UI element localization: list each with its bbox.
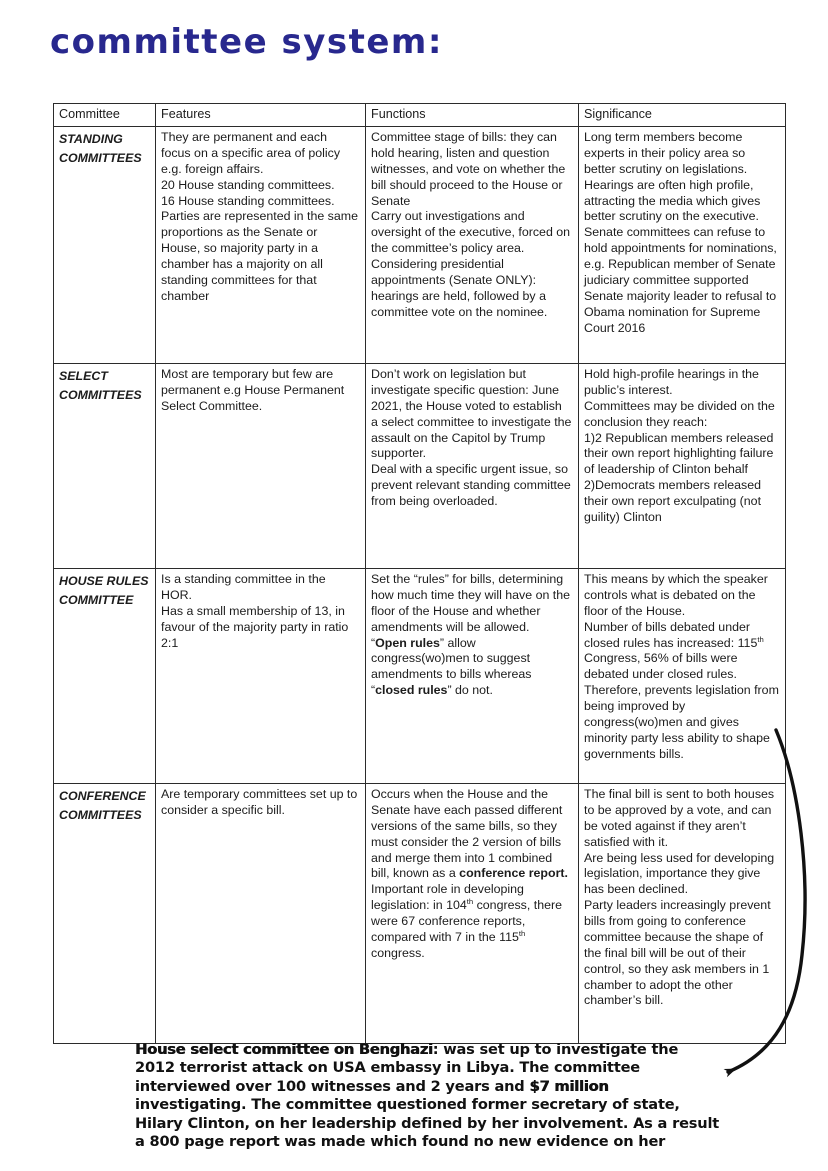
significance-cell: [579, 569, 786, 784]
paragraph: 20 House standing committees.: [161, 177, 335, 192]
table-row-standing-committees: [54, 127, 786, 364]
paragraph: They are permanent and each focus on a specific area of policy e.g. foreign affairs.: [161, 130, 341, 176]
committee-name: SELECT COMMITTEES: [54, 364, 156, 569]
paragraph: The final bill is sent to both houses to be approved by a vote, and can be voted against if they aren’t satisfied with it.: [584, 787, 775, 849]
paragraph: 16 House standing committees.: [161, 193, 335, 208]
paragraph: Party leaders increasingly prevent bills from going to conference committee because the shape of the final bill will be out of their control, so they ask members in 1 chamber to adopt the other chamber’s bill.: [584, 898, 771, 1008]
table-header-row: [54, 104, 786, 127]
paragraph: Important role in developing legislation: in 104th congress, there were 67 conference reports, compared with 7 in the 115th congress.: [371, 882, 563, 960]
column-header-features: Features: [156, 104, 366, 127]
paragraph: Parties are represented in the same proportions as the Senate or House, so majority party in a chamber has a majority on all standing committees for that chamber: [161, 209, 358, 303]
features-cell: [156, 784, 366, 1044]
committee-table: [53, 103, 786, 1044]
features-cell: [156, 364, 366, 569]
paragraph: Hearings are often high profile, attracting the media which gives better scrutiny on the executive.: [584, 177, 761, 224]
committee-name: CONFERENCE COMMITTEES: [54, 784, 156, 1044]
page-title: committee system:: [50, 22, 443, 62]
paragraph: Set the “rules” for bills, determining how much time they will have on the floor of the House and whether amendments will be allowed.: [371, 572, 571, 634]
column-header-significance: Significance: [579, 104, 786, 127]
table-row-house-rules-committee: [54, 569, 786, 784]
paragraph: Has a small membership of 13, in favour of the majority party in ratio 2:1: [161, 603, 349, 650]
column-header-committee: Committee: [54, 104, 156, 127]
paragraph: House select committee on Benghazi: was set up to investigate the 2012 terrorist attack on USA embassy in Libya. The committee interviewed over 100 witnesses and 2 years and $7 million investigating. The committee questioned former secretary of state, Hilary Clinton, on her leadership defined by her involvement. As a result a 800 page report was made which found no new evidence on her: [135, 1041, 720, 1150]
paragraph: Deal with a specific urgent issue, so prevent relevant standing committee from being overloaded.: [371, 462, 571, 508]
features-cell: [156, 127, 366, 364]
paragraph: Don’t work on legislation but investigate specific question: June 2021, the House voted to establish a select committee to investigate the assault on the Capitol by Trump supporter.: [371, 367, 572, 461]
paragraph: Number of bills debated under closed rules has increased: 115th Congress, 56% of bills were debated under closed rules.: [584, 619, 764, 682]
features-cell: [156, 569, 366, 784]
paragraph: Most are temporary but few are permanent e.g House Permanent Select Committee.: [161, 367, 345, 413]
paragraph: Senate committees can refuse to hold appointments for nominations, e.g. Republican member of Senate judiciary committee supported Senate majority leader to refusal to Obama nomination for Supreme Court 2016: [584, 225, 777, 335]
functions-cell: [366, 127, 579, 364]
paragraph: Hold high-profile hearings in the public’s interest.: [584, 367, 759, 397]
functions-cell: [366, 784, 579, 1044]
significance-cell: [579, 784, 786, 1044]
paragraph: Committees may be divided on the conclusion they reach:: [584, 398, 775, 429]
paragraph: Long term members become experts in their policy area so better scrutiny on legislations.: [584, 130, 748, 176]
committee-name: STANDING COMMITTEES: [54, 127, 156, 364]
paragraph: 1)2 Republican members released their own report highlighting failure of leadership of Clinton behalf: [584, 430, 774, 477]
paragraph: Committee stage of bills: they can hold hearing, listen and question witnesses, and vote on whether the bill should proceed to the House or Senate: [371, 130, 566, 208]
paragraph: Are temporary committees set up to consider a specific bill.: [161, 787, 358, 817]
paragraph: Considering presidential appointments (Senate ONLY): hearings are held, followed by a committee vote on the nominee.: [371, 257, 548, 319]
paragraph: “Open rules” allow congress(wo)men to suggest amendments to bills whereas “closed rules” do not.: [371, 635, 532, 698]
table-row-select-committees: [54, 364, 786, 569]
benghazi-note: [135, 1041, 721, 1151]
paragraph: Is a standing committee in the HOR.: [161, 572, 326, 602]
paragraph: Therefore, prevents legislation from being improved by congress(wo)men and gives minority party less ability to shape governments bills.: [584, 683, 779, 761]
functions-cell: [366, 364, 579, 569]
paragraph: Carry out investigations and oversight of the executive, forced on the committee’s policy area.: [371, 209, 571, 256]
significance-cell: [579, 364, 786, 569]
functions-cell: [366, 569, 579, 784]
column-header-functions: Functions: [366, 104, 579, 127]
significance-cell: [579, 127, 786, 364]
paragraph: 2)Democrats members released their own report exculpating (not guility) Clinton: [584, 478, 762, 524]
committee-name: HOUSE RULES COMMITTEE: [54, 569, 156, 784]
paragraph: Are being less used for developing legislation, importance they give has been declined.: [584, 850, 775, 897]
paragraph: Occurs when the House and the Senate have each passed different versions of the same bills, so they must consider the 2 version of bills and merge them into 1 combined bill, known as a conference report.: [371, 787, 568, 881]
paragraph: This means by which the speaker controls what is debated on the floor of the House.: [584, 572, 768, 618]
table-row-conference-committees: [54, 784, 786, 1044]
